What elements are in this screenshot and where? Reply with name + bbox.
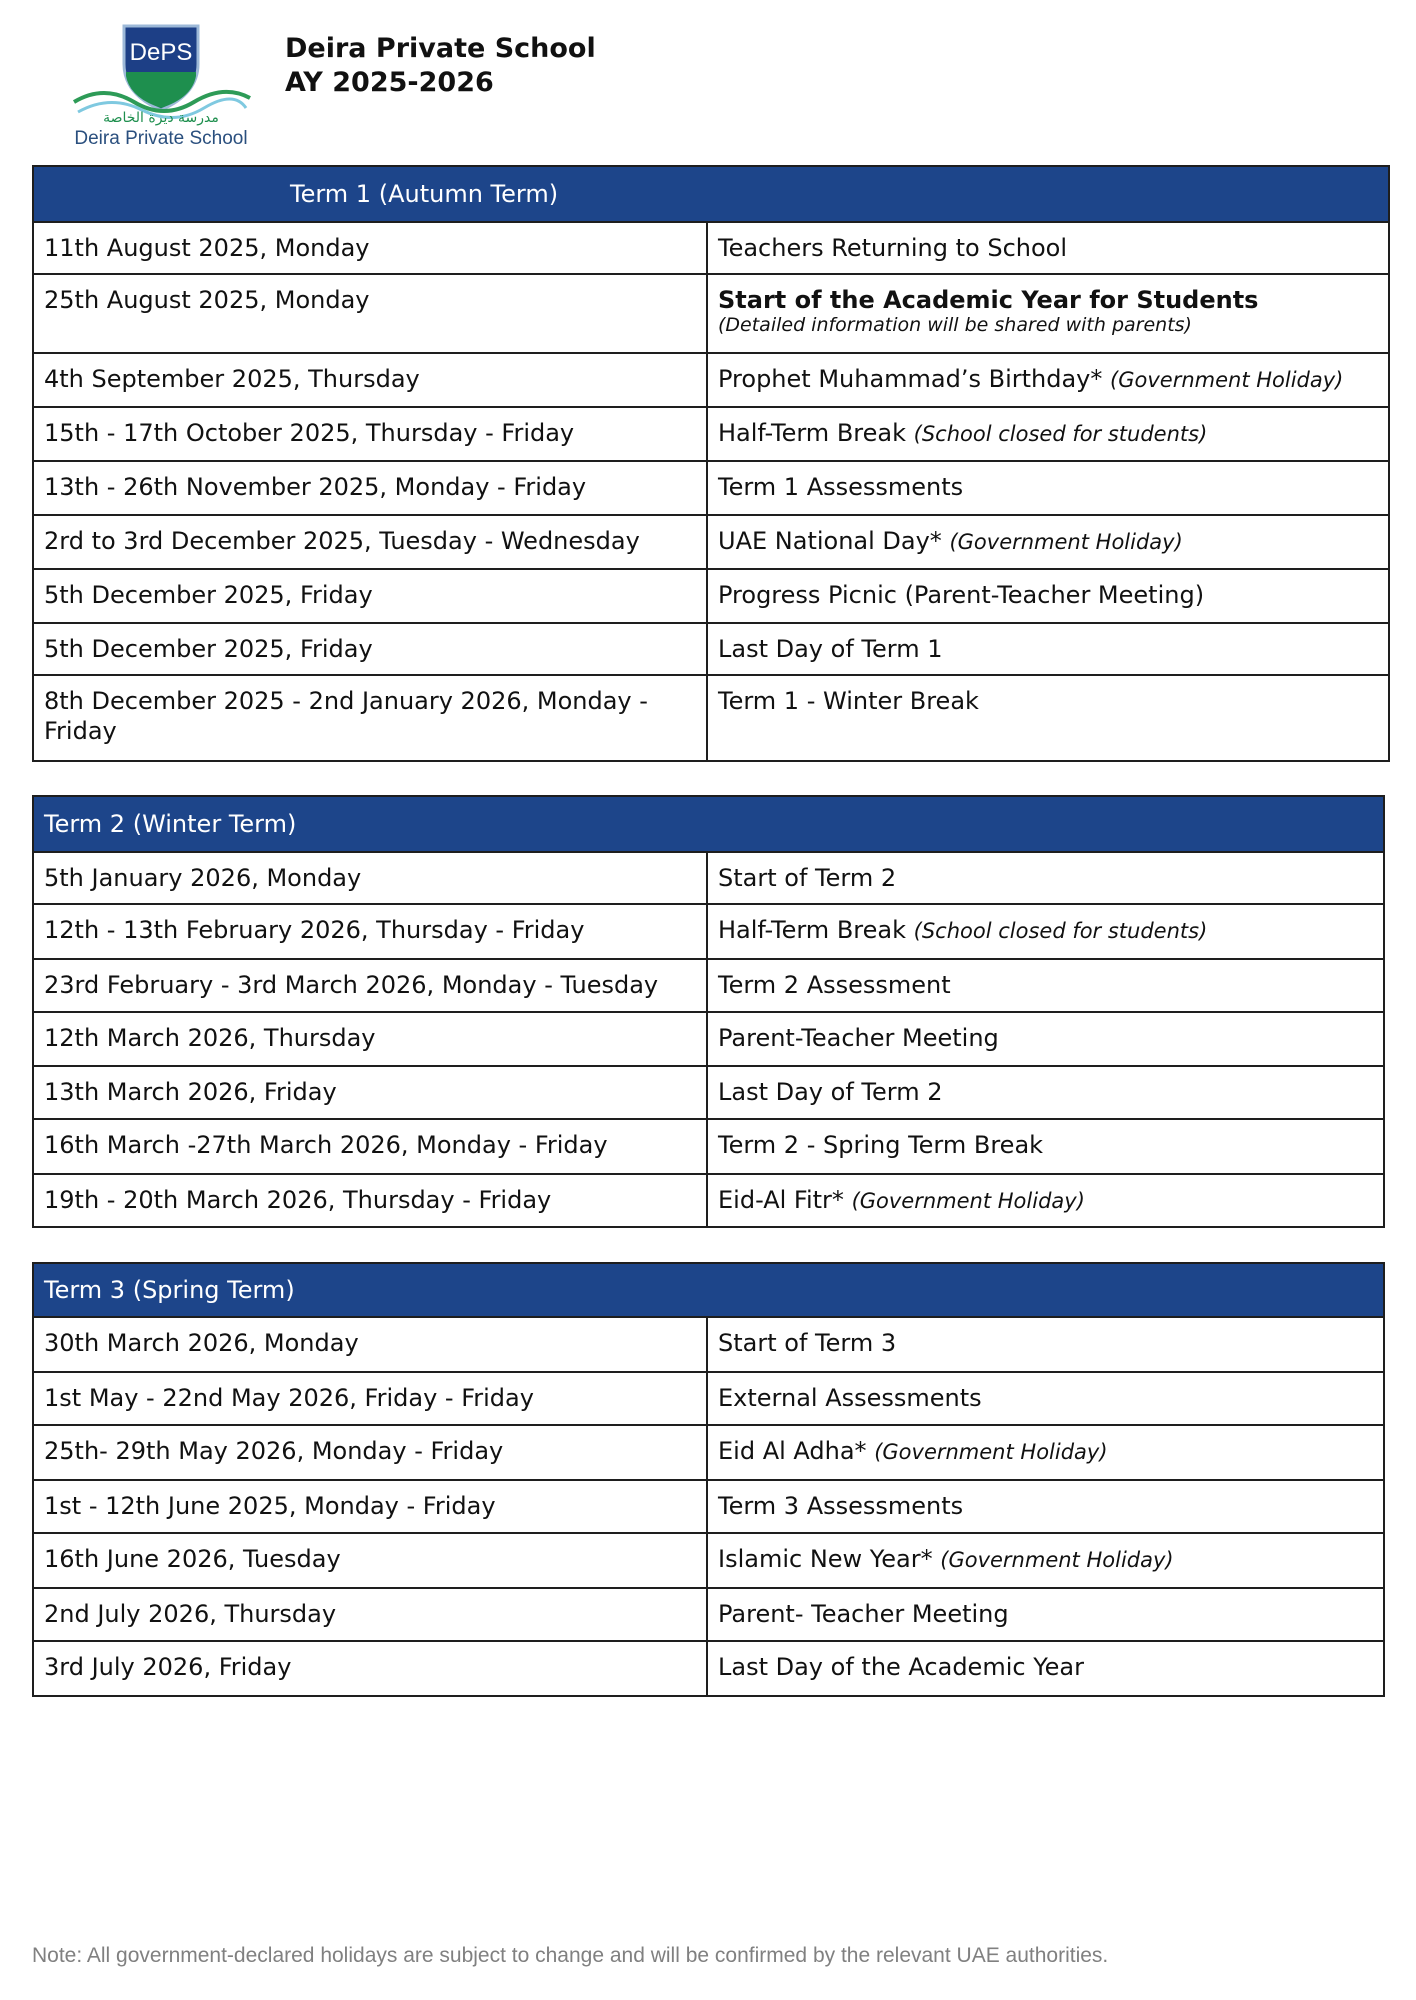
date-cell: 15th - 17th October 2025, Thursday - Friday [33, 407, 707, 461]
event-note: (Detailed information will be shared with parents) [718, 314, 1192, 336]
term-2-header [33, 796, 1384, 852]
date-cell: 5th January 2026, Monday [33, 852, 707, 904]
event-cell [707, 515, 1389, 569]
term-1-header [33, 166, 1389, 222]
page-header [285, 32, 596, 100]
table-row [33, 852, 1384, 904]
table-row [33, 959, 1384, 1012]
table-row [33, 515, 1389, 569]
date-cell: 1st - 12th June 2025, Monday - Friday [33, 1480, 707, 1533]
date-cell: 16th March -27th March 2026, Monday - Friday [33, 1119, 707, 1174]
school-crest-icon [64, 20, 258, 126]
date-cell: 1st May - 22nd May 2026, Friday - Friday [33, 1372, 707, 1425]
logo-arabic-text: مدرسة ديرة الخاصة [103, 110, 219, 126]
date-cell: 13th March 2026, Friday [33, 1066, 707, 1119]
school-logo [64, 20, 258, 154]
date-cell: 3rd July 2026, Friday [33, 1641, 707, 1696]
date-cell: 2nd July 2026, Thursday [33, 1588, 707, 1641]
date-cell: 23rd February - 3rd March 2026, Monday - Tuesday [33, 959, 707, 1012]
event-note: (School closed for students) [913, 422, 1208, 446]
term-1-table [32, 165, 1390, 762]
event-cell [707, 904, 1384, 959]
table-row [33, 1533, 1384, 1588]
event-title: Islamic New Year* [718, 1545, 933, 1573]
table-row [33, 623, 1389, 675]
date-cell: 12th March 2026, Thursday [33, 1012, 707, 1066]
term-3-title: Term 3 (Spring Term) [44, 1276, 295, 1304]
event-title: Start of the Academic Year for Students [718, 286, 1259, 314]
table-row [33, 1641, 1384, 1696]
event-cell: External Assessments [707, 1372, 1384, 1425]
table-row [33, 461, 1389, 515]
event-cell: Parent- Teacher Meeting [707, 1588, 1384, 1641]
table-row [33, 1588, 1384, 1641]
table-row [33, 1480, 1384, 1533]
academic-year: AY 2025-2026 [285, 67, 494, 98]
event-cell: Start of Term 2 [707, 852, 1384, 904]
event-note: (Government Holiday) [940, 1548, 1174, 1572]
table-row [33, 1372, 1384, 1425]
date-cell: 12th - 13th February 2026, Thursday - Friday [33, 904, 707, 959]
event-cell: Term 1 - Winter Break [707, 675, 1389, 761]
date-cell: 30th March 2026, Monday [33, 1317, 707, 1372]
table-row [33, 222, 1389, 274]
event-title: UAE National Day* [718, 527, 942, 555]
term-2-table [32, 795, 1385, 1228]
event-cell: Start of Term 3 [707, 1317, 1384, 1372]
date-cell: 8th December 2025 - 2nd January 2026, Monday - Friday [33, 675, 707, 761]
event-title: Eid Al Adha* [718, 1437, 867, 1465]
event-cell [707, 1174, 1384, 1227]
term-1-title: Term 1 (Autumn Term) [290, 180, 559, 208]
table-row [33, 1425, 1384, 1480]
event-title: Half-Term Break [718, 916, 906, 944]
date-cell: 25th- 29th May 2026, Monday - Friday [33, 1425, 707, 1480]
event-cell: Last Day of the Academic Year [707, 1641, 1384, 1696]
event-note: (Government Holiday) [949, 530, 1183, 554]
table-row [33, 1012, 1384, 1066]
event-note: (School closed for students) [913, 919, 1208, 943]
date-cell: 11th August 2025, Monday [33, 222, 707, 274]
table-row [33, 407, 1389, 461]
term-3-table [32, 1262, 1385, 1697]
logo-school-name: Deira Private School [74, 128, 248, 149]
event-cell: Last Day of Term 1 [707, 623, 1389, 675]
school-name: Deira Private School [285, 33, 596, 64]
event-cell: Term 2 - Spring Term Break [707, 1119, 1384, 1174]
event-cell: Term 3 Assessments [707, 1480, 1384, 1533]
date-cell: 25th August 2025, Monday [33, 274, 707, 353]
event-cell: Term 1 Assessments [707, 461, 1389, 515]
date-cell: 5th December 2025, Friday [33, 623, 707, 675]
event-cell: Parent-Teacher Meeting [707, 1012, 1384, 1066]
event-cell [707, 1425, 1384, 1480]
table-row [33, 1174, 1384, 1227]
event-cell [707, 1533, 1384, 1588]
event-title: Prophet Muhammad’s Birthday* [718, 365, 1103, 393]
event-cell: Last Day of Term 2 [707, 1066, 1384, 1119]
term-3-header [33, 1263, 1384, 1317]
date-cell: 2rd to 3rd December 2025, Tuesday - Wednesday [33, 515, 707, 569]
date-cell: 4th September 2025, Thursday [33, 353, 707, 407]
event-title: Half-Term Break [718, 419, 906, 447]
table-row [33, 904, 1384, 959]
event-note: (Government Holiday) [851, 1189, 1085, 1213]
event-cell: Term 2 Assessment [707, 959, 1384, 1012]
event-note: (Government Holiday) [1110, 368, 1344, 392]
date-cell: 5th December 2025, Friday [33, 569, 707, 623]
date-cell: 13th - 26th November 2025, Monday - Friday [33, 461, 707, 515]
event-cell: Progress Picnic (Parent-Teacher Meeting) [707, 569, 1389, 623]
event-cell: Teachers Returning to School [707, 222, 1389, 274]
event-note: (Government Holiday) [874, 1440, 1108, 1464]
event-title: Eid-Al Fitr* [718, 1186, 844, 1214]
table-row [33, 675, 1389, 761]
date-cell: 19th - 20th March 2026, Thursday - Friday [33, 1174, 707, 1227]
table-row [33, 569, 1389, 623]
table-row [33, 274, 1389, 353]
table-row [33, 1066, 1384, 1119]
event-cell [707, 407, 1389, 461]
event-cell [707, 353, 1389, 407]
table-row [33, 1317, 1384, 1372]
logo-monogram: DePS [129, 39, 193, 66]
table-row [33, 353, 1389, 407]
event-cell [707, 274, 1389, 353]
table-row [33, 1119, 1384, 1174]
date-cell: 16th June 2026, Tuesday [33, 1533, 707, 1588]
term-2-title: Term 2 (Winter Term) [44, 810, 297, 838]
footer-note: Note: All government-declared holidays are subject to change and will be confirmed by the relevant UAE authorities. [32, 1944, 1109, 1967]
